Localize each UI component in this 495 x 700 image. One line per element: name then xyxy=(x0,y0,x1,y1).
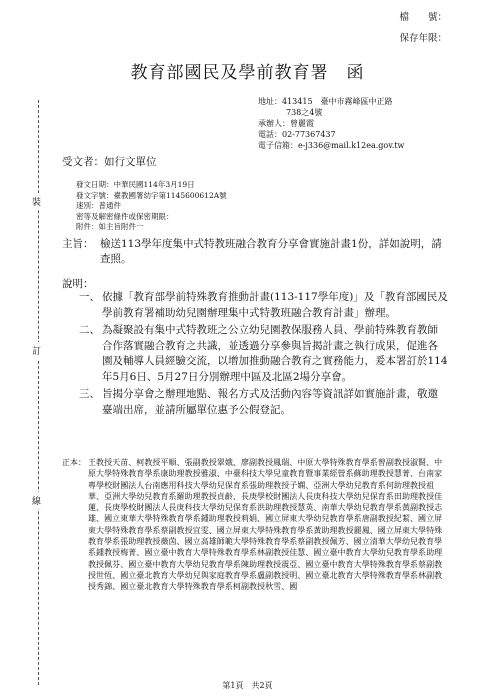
subject-block xyxy=(62,237,442,267)
contact-block xyxy=(258,96,404,151)
binding-mark-line: 線 xyxy=(32,492,41,509)
phone: 電話：02-77367437 xyxy=(258,130,336,139)
cc-block xyxy=(62,457,450,593)
binding-mark-staple: 訂 xyxy=(32,342,41,359)
attachment: 附件：如主旨附件一 xyxy=(76,222,144,231)
item-number: 三、 xyxy=(79,388,100,400)
document-title: 教育部國民及學前教育署 函 xyxy=(130,63,365,83)
address-line1: 地址：413415 臺中市霧峰區中正路 xyxy=(258,97,393,106)
item-text: 旨揭分享會之辦理地點、報名方式及活動內容等資訊詳如實施計畫，敬邀臺端出席，並請所屬單位惠予公假登記。 xyxy=(102,388,438,416)
list-item xyxy=(70,290,448,321)
binding-mark-bind: 裝 xyxy=(32,193,41,210)
issue-date: 發文日期：中華民國114年3月19日 xyxy=(76,180,195,189)
retention-label: 保存年限： xyxy=(399,33,447,44)
page-footer: 第1頁 共2頁 xyxy=(222,681,273,690)
subject-text: 檢送113學年度集中式特教班融合教育分享會實施計畫1份，詳如說明，請查照。 xyxy=(100,238,442,265)
cc-label: 正本： xyxy=(62,458,86,467)
officer: 承辦人：曾麗霞 xyxy=(258,119,314,128)
list-item xyxy=(70,387,448,418)
item-text: 依據「教育部學前特殊教育推動計畫(113-117學年度)」及「教育部國民及學前教育署補助幼兒園辦理集中式特教班融合教育計畫」辦理。 xyxy=(102,291,448,319)
item-number: 一、 xyxy=(79,291,100,303)
file-info xyxy=(399,7,447,49)
subject-label: 主旨： xyxy=(62,238,94,250)
cc-text: 王教授天苗、柯教授平順、張副教授翠娥、廖副教授鳳瑞、中原大學特殊教育學系曾副教授淑賢、中原大學特殊教育學系康助理教授雅淑、中臺科技大學兒童教育暨事業經營系蘇助理教授慧菁、台南家專學校財團法人台南應用科技大學幼兒保育系張助理教授子嫻、亞洲大學幼兒教育系何助理教授祖華、亞洲大學幼兒教育系羅助理教授貞齡、長庚學校財團法人長庚科技大學幼兒保育系田助理教授佳蓮、長庚學校財團法人長庚科技大學幼兒保育系洪助理教授慧英、南華大學幼兒教育學系黃副教授志雄、國立東華大學特殊教育學系鍾助理教授莉娟、國立屏東大學幼兒教育學系唐副教授紀絜、國立屏東大學特殊教育學系蔡副教授宜雯、國立屏東大學特殊教育學系黃助理教授麗鳳、國立屏東大學特殊教育學系張助理教授薇茵、國立高雄師範大學特殊教育學系蔡副教授佩芳、國立清華大學幼兒教育學系鍾教授梅菁、國立臺中教育大學特殊教育學系林副教授佳慧、國立臺中教育大學幼兒教育學系助理教授佩芬、國立臺中教育大學幼兒教育學系陳助理教授震亞、國立臺中教育大學特殊教育學系蔡副教授世恆、國立臺北教育大學幼兒與家庭教育學系盧副教授明、國立臺北教育大學特殊教育學系林副教授秀錦、國立臺北教育大學特殊教育學系柯副教授秋雪、國 xyxy=(88,458,443,592)
item-text: 為凝聚設有集中式特教班之公立幼兒園教保服務人員、學前特殊教育教師合作落實融合教育之共識，並透過分享參與旨揭計畫之執行成果，促進各園及輔導人員經驗交流，以增加推動融合教育之實務能力，爰本署訂於114年5月6日、5月27日分別辦理中區及北區2場分享會。 xyxy=(102,324,448,383)
address-line2: 738之4號 xyxy=(286,108,323,117)
security-level: 密等及解密條件或保密期限： xyxy=(76,211,174,221)
meta-block xyxy=(76,180,227,233)
explanation-list xyxy=(70,290,448,420)
doc-number: 發文字號：臺教國署幼字第1145600612A號 xyxy=(76,190,227,200)
recipient: 受文者：如行文單位 xyxy=(62,156,157,168)
explanation-label: 說明： xyxy=(62,278,94,290)
file-number-label: 檔 號： xyxy=(399,12,447,23)
item-number: 二、 xyxy=(79,324,100,336)
list-item xyxy=(70,323,448,385)
email: 電子信箱：e-j336@mail.k12ea.gov.tw xyxy=(258,141,405,150)
binding-line xyxy=(38,100,39,685)
delivery-speed: 速別：普通件 xyxy=(76,201,121,210)
